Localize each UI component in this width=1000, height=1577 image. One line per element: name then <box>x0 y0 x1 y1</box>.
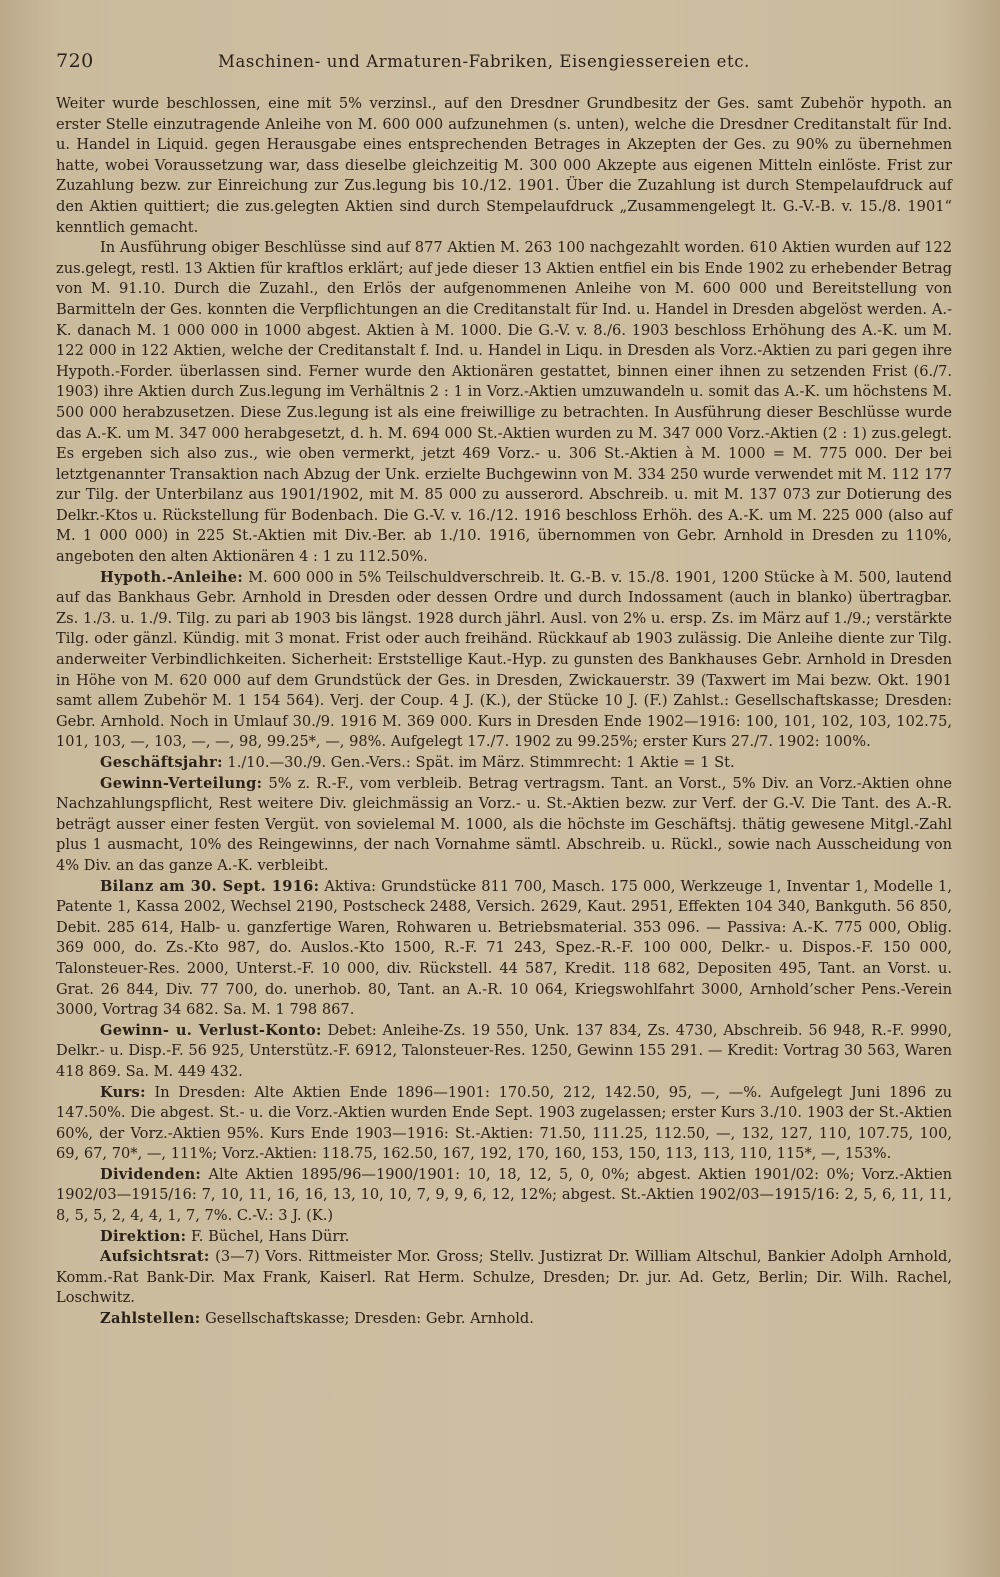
paragraph-execution-of-resolutions <box>56 238 952 568</box>
paragraph-lead: Bilanz am 30. Sept. 1916: <box>100 877 320 895</box>
paragraph-text: Aktiva: Grundstücke 811 700, Masch. 175 000, Werkzeuge 1, Inventar 1, Modelle 1, Patente 1, Kassa 2002, Wechsel 2190, Postscheck 2488, Versich. 2629, Kaut. 2951, Effekten 104 340, Bankguth. 56 850, Debit. 285 614, Halb- u. ganzfertige Waren, Rohwaren u. Betriebsmaterial. 353 096. — Passiva: A.-K. 775 000, Oblig. 369 000, do. Zs.-Kto 987, do. Auslos.-Kto 1500, R.-F. 71 243, Spez.-R.-F. 100 000, Delkr.- u. Dispos.-F. 150 000, Talonsteuer-Res. 2000, Unterst.-F. 10 000, div. Rückstell. 44 587, Kredit. 118 682, Depositen 495, Tant. an Vorst. u. Grat. 26 844, Div. 77 700, do. unerhob. 80, Tant. an A.-R. 10 064, Kriegswohlfahrt 3000, Arnhold’scher Pens.-Verein 3000, Vortrag 34 682. Sa. M. 1 798 867. <box>56 877 952 1019</box>
paragraph-capital-reorganization <box>56 94 952 238</box>
paragraph-mortgage-loan <box>56 568 952 753</box>
paragraph-text: 1./10.—30./9. Gen.-Vers.: Spät. im März. Stimmrecht: 1 Aktie = 1 St. <box>222 754 735 771</box>
paragraph-text: Alte Aktien 1895/96—1900/1901: 10, 18, 12, 5, 0, 0%; abgest. Aktien 1901/02: 0%; Vorz.-Aktien 1902/03—1915/16: 7, 10, 11, 16, 16, 13, 10, 10, 7, 9, 9, 6, 12, 12%; abgest. St.-Aktien 1902/03—1915/16: 2, 5, 6, 11, 11, 8, 5, 5, 2, 4, 4, 1, 7, 7%. C.-V.: 3 J. (K.) <box>56 1165 952 1225</box>
paragraph-lead: Gewinn- u. Verlust-Konto: <box>100 1021 322 1039</box>
paragraph-lead: Hypoth.-Anleihe: <box>100 568 244 586</box>
paragraph-management <box>56 1227 952 1248</box>
body-text <box>56 94 952 1330</box>
paragraph-profit-loss-account <box>56 1021 952 1083</box>
paragraph-balance-sheet <box>56 877 952 1021</box>
page-number: 720 <box>56 50 94 72</box>
paragraph-lead: Kurs: <box>100 1083 146 1101</box>
paragraph-dividends <box>56 1165 952 1227</box>
paragraph-lead: Geschäftsjahr: <box>100 754 223 771</box>
paragraph-fiscal-year <box>56 753 952 774</box>
paragraph-text: Debet: Anleihe-Zs. 19 550, Unk. 137 834, Zs. 4730, Abschreib. 56 948, R.-F. 9990, Delkr.- u. Disp.-F. 56 925, Unterstütz.-F. 6912, Talonsteuer-Res. 1250, Gewinn 155 291. — Kredit: Vortrag 30 563, Waren 418 869. Sa. M. 449 432. <box>56 1021 952 1080</box>
paragraph-lead: Gewinn-Verteilung: <box>100 774 263 792</box>
paragraph-supervisory-board <box>56 1247 952 1309</box>
paragraph-text: 5% z. R.-F., vom verbleib. Betrag vertragsm. Tant. an Vorst., 5% Div. an Vorz.-Aktien ohne Nachzahlungspflicht, Rest weitere Div. gleichmässig an Vorz.- u. St.-Aktien bezw. zur Verf. der G.-V. Die Tant. des A.-R. beträgt ausser einer festen Vergüt. von sovielemal M. 1000, als die höchste im Geschäftsj. thätig gewesene Mitgl.-Zahl plus 1 ausmacht, 10% des Reingewinns, der nach Vornahme sämtl. Abschreib. u. Rückl., sowie nach Ausscheidung von 4% Div. an das ganze A.-K. verbleibt. <box>56 774 952 874</box>
paragraph-text: (3—7) Vors. Rittmeister Mor. Gross; Stellv. Justizrat Dr. William Altschul, Bankier Adolph Arnhold, Komm.-Rat Bank-Dir. Max Frank, Kaiserl. Rat Herm. Schulze, Dresden; Dr. jur. Ad. Getz, Berlin; Dir. Wilh. Rachel, Loschwitz. <box>56 1248 952 1307</box>
paragraph-lead: Direktion: <box>100 1227 187 1245</box>
paragraph-text: M. 600 000 in 5% Teilschuldverschreib. lt. G.-B. v. 15./8. 1901, 1200 Stücke à M. 500, lautend auf das Bankhaus Gebr. Arnhold in Dresden oder dessen Ordre und durch Indossament (auch in blanko) übertragbar. Zs. 1./3. u. 1./9. Tilg. zu pari ab 1903 bis längst. 1928 durch jährl. Ausl. von 2% u. ersp. Zs. im März auf 1./9.; verstärkte Tilg. oder gänzl. Kündig. mit 3 monat. Frist oder auch freihänd. Rückkauf ab 1903 zulässig. Die Anleihe diente zur Tilg. anderweiter Verbindlichkeiten. Sicherheit: Erststellige Kaut.-Hyp. zu gunsten des Bankhauses Gebr. Arnhold in Dresden in Höhe von M. 620 000 auf dem Grundstück der Ges. in Dresden, Zwickauerstr. 39 (Taxwert im Mai bezw. Okt. 1901 samt allem Zubehör M. 1 154 564). Verj. der Coup. 4 J. (K.), der Stücke 10 J. (F.) Zahlst.: Gesellschaftskasse; Dresden: Gebr. Arnhold. Noch in Umlauf 30./9. 1916 M. 369 000. Kurs in Dresden Ende 1902—1916: 100, 101, 102, 103, 102.75, 101, 103, —, 103, —, —, 98, 99.25*, —, 98%. Aufgelegt 17./7. 1902 zu 99.25%; erster Kurs 27./7. 1902: 100%. <box>56 568 952 751</box>
paragraph-lead: Dividenden: <box>100 1165 202 1183</box>
paragraph-text: In Ausführung obiger Beschlüsse sind auf 877 Aktien M. 263 100 nachgezahlt worden. 610 Aktien wurden auf 122 zus.gelegt, restl. 13 Aktien für kraftlos erklärt; auf jede dieser 13 Aktien entfiel ein bis Ende 1902 zu erhebender Betrag von M. 91.10. Durch die Zuzahl., den Erlös der aufgenommenen Anleihe von M. 600 000 und Bereitstellung von Barmitteln der Ges. konnten die Verpflichtungen an die Creditanstalt für Ind. u. Handel in Dresden abgelöst werden. A.-K. danach M. 1 000 000 in 1000 abgest. Aktien à M. 1000. Die G.-V. v. 8./6. 1903 beschloss Erhöhung des A.-K. um M. 122 000 in 122 Aktien, welche der Creditanstalt f. Ind. u. Handel in Liqu. in Dresden als Vorz.-Aktien zu pari gegen ihre Hypoth.-Forder. überlassen sind. Ferner wurde den Aktionären gestattet, binnen einer ihnen zu setzenden Frist (6./7. 1903) ihre Aktien durch Zus.legung im Verhältnis 2 : 1 in Vorz.-Aktien umzuwandeln u. somit das A.-K. um höchstens M. 500 000 herabzusetzen. Diese Zus.legung ist als eine freiwillige zu betrachten. In Ausführung dieser Beschlüsse wurde das A.-K. um M. 347 000 herabgesetzt, d. h. M. 694 000 St.-Aktien wurden zu M. 347 000 Vorz.-Aktien (2 : 1) zus.gelegt. Es ergeben sich also zus., wie oben vermerkt, jetzt 469 Vorz.- u. 306 St.-Aktien à M. 1000 = M. 775 000. Der bei letztgenannter Transaktion nach Abzug der Unk. erzielte Buchgewinn von M. 334 250 wurde verwendet mit M. 112 177 zur Tilg. der Unterbilanz aus 1901/1902, mit M. 85 000 zu ausserord. Abschreib. u. mit M. 137 073 zur Dotierung des Delkr.-Ktos u. Rückstellung für Bodenbach. Die G.-V. v. 16./12. 1916 beschloss Erhöh. des A.-K. um M. 225 000 (also auf M. 1 000 000) in 225 St.-Aktien mit Div.-Ber. ab 1./10. 1916, übernommen von Gebr. Arnhold in Dresden zu 110%, angeboten den alten Aktionären 4 : 1 zu 112.50%. <box>56 239 952 566</box>
page-header <box>56 50 952 80</box>
paragraph-text: Gesellschaftskasse; Dresden: Gebr. Arnhold. <box>200 1310 534 1328</box>
paragraph-lead: Aufsichtsrat: <box>100 1248 210 1266</box>
paragraph-text: In Dresden: Alte Aktien Ende 1896—1901: 170.50, 212, 142.50, 95, —, —%. Aufgelegt Juni 1896 zu 147.50%. Die abgest. St.- u. die Vorz.-Aktien wurden Ende Sept. 1903 zugelassen; erster Kurs 3./10. 1903 der St.-Aktien 60%, der Vorz.-Aktien 95%. Kurs Ende 1903—1916: St.-Aktien: 71.50, 111.25, 112.50, —, 132, 127, 110, 107.75, 100, 69, 67, 70*, —, 111%; Vorz.-Aktien: 118.75, 162.50, 167, 192, 170, 160, 153, 150, 113, 113, 110, 115*, —, 153%. <box>56 1083 952 1163</box>
paragraph-text: F. Büchel, Hans Dürr. <box>186 1227 350 1245</box>
paragraph-text: Weiter wurde beschlossen, eine mit 5% verzinsl., auf den Dresdner Grundbesitz der Ges. samt Zubehör hypoth. an erster Stelle einzutragende Anleihe von M. 600 000 aufzunehmen (s. unten), welche die Dresdner Creditanstalt für Ind. u. Handel in Liquid. gegen Herausgabe eines entsprechenden Betrages in Akzepten der Ges. zu 90% zu übernehmen hatte, wobei Voraussetzung war, dass dieselbe gleichzeitig M. 300 000 Akzepte aus eigenen Mitteln einlöste. Frist zur Zuzahlung bezw. zur Einreichung zur Zus.legung bis 10./12. 1901. Über die Zuzahlung ist durch Stempelaufdruck auf den Aktien quittiert; die zus.gelegten Aktien sind durch Stempelaufdruck „Zusammengelegt lt. G.-V.-B. v. 15./8. 1901“ kenntlich gemacht. <box>56 95 952 236</box>
paragraph-share-prices <box>56 1083 952 1165</box>
paragraph-profit-distribution <box>56 774 952 877</box>
paragraph-lead: Zahlstellen: <box>100 1310 201 1328</box>
running-title: Maschinen- und Armaturen-Fabriken, Eisengiessereien etc. <box>218 52 750 71</box>
paragraph-paying-agents <box>56 1309 952 1330</box>
